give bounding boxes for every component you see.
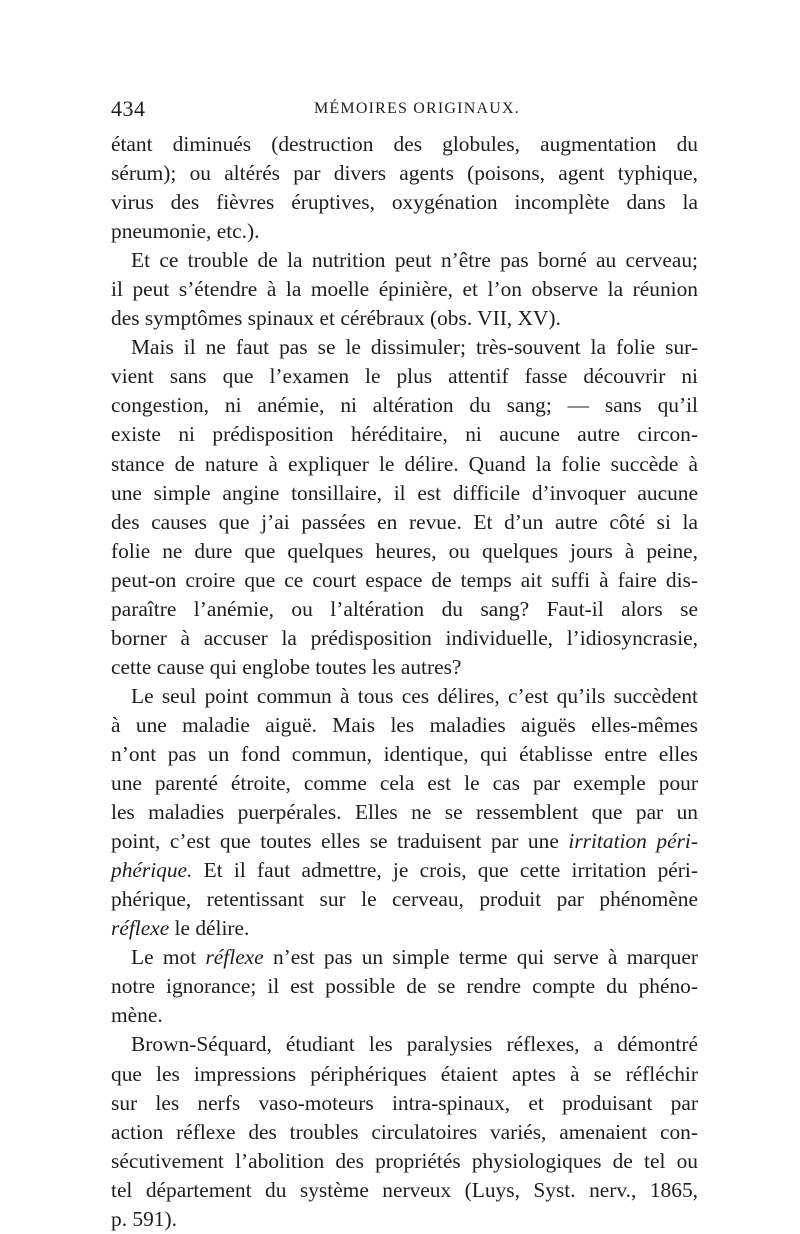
text-line (111, 827, 698, 856)
page-header (111, 96, 698, 126)
italic-term: réflexe (205, 945, 264, 970)
text-line: sécutivement l’abolition des propriétés physiologiques de tel ou (111, 1148, 698, 1173)
text-line (111, 943, 698, 972)
text-run: Et il faut admettre, je crois, que cette irritation péri- (192, 858, 698, 883)
text-line: cette cause qui englobe toutes les autres? (111, 654, 462, 679)
italic-term: irritation péri- (568, 829, 698, 854)
text-run: point, c’est que toutes elles se traduisent par une (111, 829, 569, 854)
text-line: congestion, ni anémie, ni altération du sang; — sans qu’il (111, 393, 698, 418)
text-line: notre ignorance; il est possible de se rendre compte du phéno- (111, 974, 698, 999)
text-line: étant diminués (destruction des globules, augmentation du (111, 132, 698, 156)
italic-term: réflexe (111, 916, 170, 941)
text-line: borner à accuser la prédisposition individuelle, l’idiosyncrasie, (111, 625, 698, 650)
text-line: pneumonie, etc.). (111, 219, 260, 244)
text-line: p. 591). (111, 1206, 177, 1231)
text-line: Mais il ne faut pas se le dissimuler; très-souvent la folie sur- (131, 335, 698, 360)
text-line: les maladies puerpérales. Elles ne se ressemblent que par un (111, 800, 698, 825)
running-head: MÉMOIRES ORIGINAUX. (314, 100, 520, 117)
text-line: Brown-Séquard, étudiant les paralysies réflexes, a démontré (131, 1032, 698, 1057)
text-line: des causes que j’ai passées en revue. Et d’un autre côté si la (111, 509, 698, 534)
text-line: peut-on croire que ce court espace de temps ait suffi à faire dis- (111, 567, 698, 592)
text-run: le délire. (169, 916, 250, 941)
text-run: n’est pas un simple terme qui serve à marquer (263, 945, 698, 970)
text-line: folie ne dure que quelques heures, ou quelques jours à peine, (111, 538, 698, 563)
italic-term: phérique. (111, 858, 193, 883)
text-line: paraître l’anémie, ou l’altération du sang? Faut-il alors se (111, 596, 698, 621)
text-run: Le mot (131, 945, 206, 970)
text-line: existe ni prédisposition héréditaire, ni aucune autre circon- (111, 422, 698, 447)
text-line: il peut s’étendre à la moelle épinière, et l’on observe la réunion (111, 277, 698, 302)
text-line (111, 856, 698, 885)
text-line: des symptômes spinaux et cérébraux (obs. VII, XV). (111, 306, 561, 331)
text-line: phérique, retentissant sur le cerveau, produit par phénomène (111, 887, 698, 912)
text-line: n’ont pas un fond commun, identique, qui établisse entre elles (111, 741, 698, 766)
text-line: sérum); ou altérés par divers agents (poisons, agent typhique, (111, 161, 698, 186)
text-line: action réflexe des troubles circulatoires variés, amenaient con- (111, 1119, 698, 1144)
text-line (111, 914, 698, 943)
page-number: 434 (111, 96, 146, 121)
text-line: stance de nature à expliquer le délire. Quand la folie succède à (111, 451, 698, 476)
text-line: une parenté étroite, comme cela est le cas par exemple pour (111, 771, 698, 796)
text-line: que les impressions périphériques étaient aptes à se réfléchir (111, 1061, 698, 1086)
text-line: mène. (111, 1003, 163, 1028)
text-line: virus des fièvres éruptives, oxygénation incomplète dans la (111, 190, 698, 215)
text-line: vient sans que l’examen le plus attentif fasse découvrir ni (111, 364, 698, 389)
text-line: une simple angine tonsillaire, il est difficile d’invoquer aucune (111, 480, 698, 505)
body-text (111, 130, 698, 1234)
text-line: Le seul point commun à tous ces délires, c’est qu’ils succèdent (131, 683, 698, 708)
text-line: Et ce trouble de la nutrition peut n’être pas borné au cerveau; (131, 248, 698, 273)
text-line: à une maladie aiguë. Mais les maladies aiguës elles-mêmes (111, 712, 698, 737)
text-line: sur les nerfs vaso-moteurs intra-spinaux, et produisant par (111, 1090, 698, 1115)
text-line: tel département du système nerveux (Luys, Syst. nerv., 1865, (111, 1177, 698, 1202)
